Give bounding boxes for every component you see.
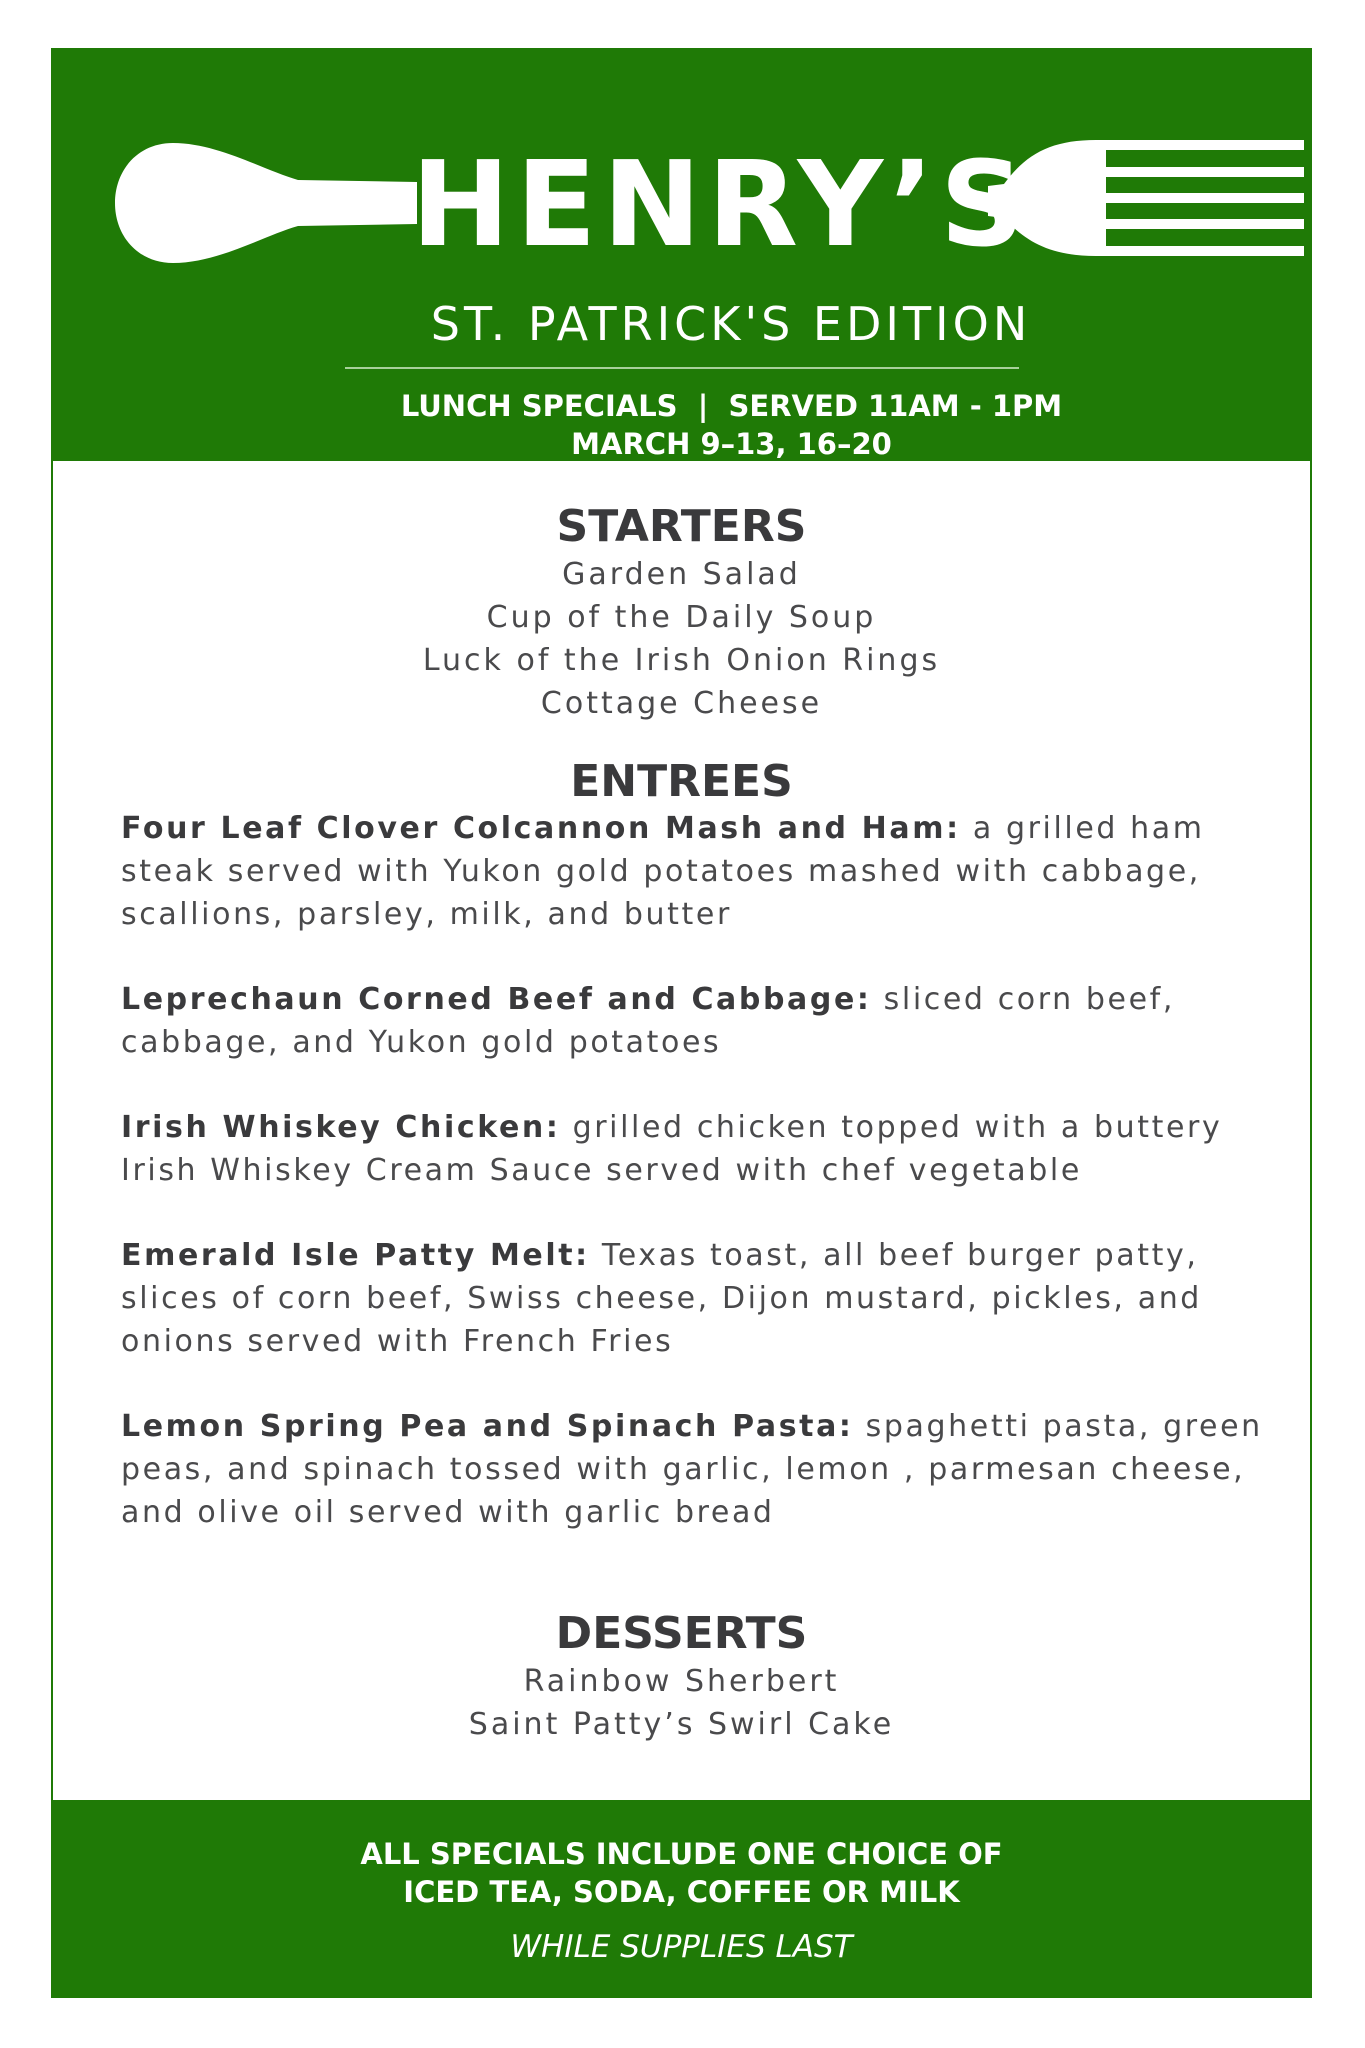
edition-subtitle: ST. PATRICK'S EDITION [430,297,1032,351]
footer-drink-line-1: ALL SPECIALS INCLUDE ONE CHOICE OF [360,1837,1003,1871]
entree-name: Four Leaf Clover Colcannon Mash and Ham: [121,811,961,846]
entree-item [121,1405,1271,1534]
list-item: Luck of the Irish Onion Rings [422,643,941,678]
entree-item [121,1106,1271,1192]
entree-name: Lemon Spring Pea and Spinach Pasta: [121,1409,854,1444]
brand-title: HENRY’S [411,135,1031,273]
supplies-note: WHILE SUPPLIES LAST [510,1929,853,1965]
entree-name: Irish Whiskey Chicken: [121,1110,561,1145]
special-dates: MARCH 9–13, 16–20 [571,427,892,461]
starters-list [51,553,1312,725]
entree-description: sliced corn beef, cabbage, and Yukon gold potatoes [121,982,1175,1060]
list-item: Cup of the Daily Soup [486,600,877,635]
entrees-list [121,807,1271,1576]
starters-heading: STARTERS [556,501,807,552]
entree-name: Leprechaun Corned Beef and Cabbage: [121,982,872,1017]
entree-item [121,1234,1271,1363]
entree-item [121,807,1271,936]
desserts-heading: DESSERTS [555,1608,808,1659]
entree-name: Emerald Isle Patty Melt: [121,1238,590,1273]
entree-description: spaghetti pasta, green peas, and spinach tossed with garlic, lemon , parmesan cheese, and olive oil served with garlic bread [121,1409,1263,1530]
menu-footer [51,1800,1312,1998]
menu-header [51,48,1312,461]
header-divider [345,367,1019,369]
desserts-list [51,1660,1312,1746]
list-item: Cottage Cheese [540,686,823,721]
lunch-specials-hours: LUNCH SPECIALS | SERVED 11AM - 1PM [400,389,1063,423]
spoon-icon [113,128,419,278]
list-item: Rainbow Sherbert [523,1664,840,1699]
footer-drink-line-2: ICED TEA, SODA, COFFEE OR MILK [403,1875,960,1909]
list-item: Garden Salad [562,557,801,592]
entree-description: grilled chicken topped with a buttery Irish Whiskey Cream Sauce served with chef vegetable [121,1110,1223,1188]
entrees-heading: ENTREES [570,756,793,807]
entree-description: a grilled ham steak served with Yukon gold potatoes mashed with cabbage, scallions, parsley, milk, and butter [121,811,1205,932]
list-item: Saint Patty’s Swirl Cake [468,1707,895,1742]
entree-description: Texas toast, all beef burger patty, slices of corn beef, Swiss cheese, Dijon mustard, pickles, and onions served with French Fries [121,1238,1202,1359]
entree-item [121,978,1271,1064]
